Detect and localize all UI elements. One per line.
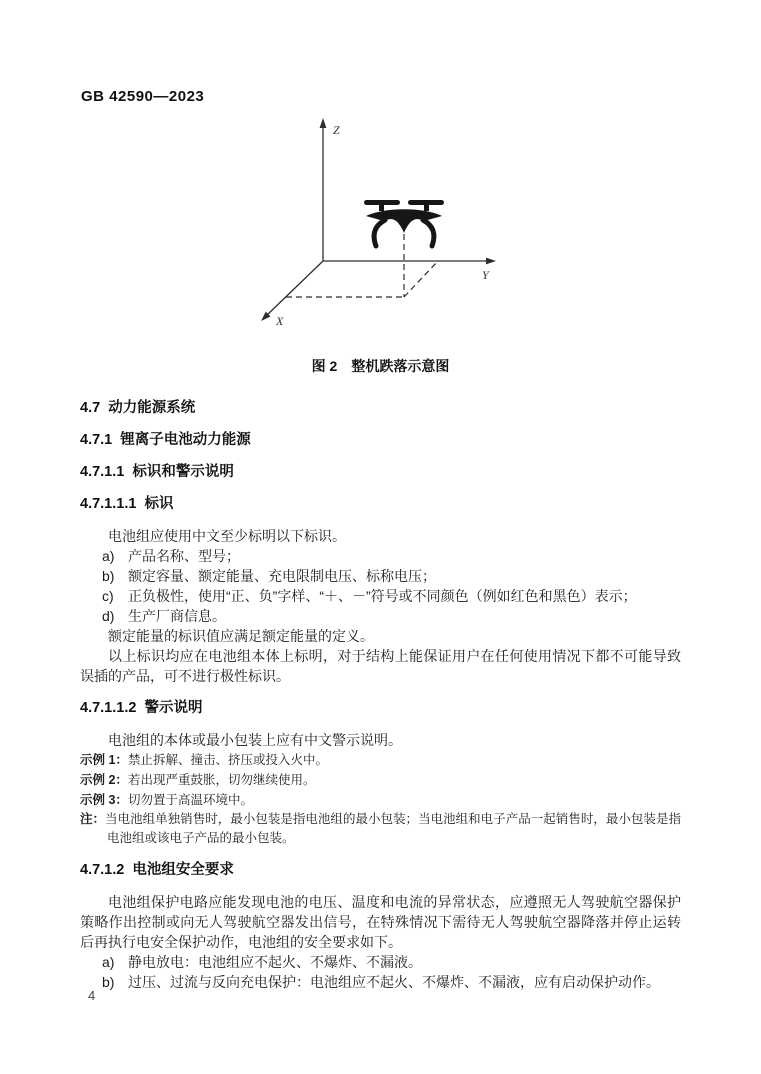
section-heading-4-7-1-1: 4.7.1.1 标识和警示说明: [80, 464, 234, 480]
document-body: [80, 394, 681, 992]
list-item-a2: [80, 952, 681, 972]
example-label: 示例 3：: [80, 793, 128, 807]
x-axis: [266, 261, 323, 316]
item-label: b): [102, 974, 115, 990]
y-axis-arrow: [486, 258, 496, 265]
example-3: [80, 790, 681, 810]
paragraph: 以上标识均应在电池组本体上标明，对于结构上能保证用户在任何使用情况下都不可能导致误插的产品，可不进行极性标识。: [80, 648, 681, 684]
item-text: 静电放电：电池组应不起火、不爆炸、不漏液。: [128, 954, 422, 970]
section-heading-4-7-1-1-2: 4.7.1.1.2 警示说明: [80, 700, 203, 716]
item-text: 过压、过流与反向充电保护：电池组应不起火、不爆炸、不漏液，应有启动保护动作。: [128, 974, 660, 990]
list-item-b2: [80, 972, 681, 992]
example-text: 若出现严重鼓胀，切勿继续使用。: [127, 773, 316, 787]
section-heading-4-7-1: 4.7.1 锂离子电池动力能源: [80, 432, 251, 448]
example-1: [80, 750, 681, 770]
standard-number: GB 42590—2023: [81, 88, 205, 105]
section-heading-4-7: 4.7 动力能源系统: [80, 400, 196, 416]
example-label: 示例 2：: [80, 773, 128, 787]
list-item-b: [80, 566, 681, 586]
paragraph: 额定能量的标识值应满足额定能量的定义。: [108, 628, 374, 644]
figure-2-drop-diagram: [253, 116, 543, 352]
list-item-d: [80, 606, 681, 626]
item-label: d): [102, 608, 115, 624]
x-axis-label: X: [276, 314, 284, 328]
item-label: a): [102, 954, 115, 970]
note-label: 注：: [80, 812, 106, 826]
example-label: 示例 1：: [80, 753, 128, 767]
example-2: [80, 770, 681, 790]
item-label: a): [102, 548, 115, 564]
note: [80, 810, 681, 848]
paragraph: 电池组保护电路应能发现电池的电压、温度和电流的异常状态，应遵照无人驾驶航空器保护策略作出控制或向无人驾驶航空器发出信号，在特殊情况下需待无人驾驶航空器降落并停止运转后再执行电安全保护动作，电池组的安全要求如下。: [80, 894, 681, 950]
y-axis-label: Y: [482, 268, 489, 282]
section-heading-4-7-1-2: 4.7.1.2 电池组安全要求: [80, 862, 234, 878]
paragraph: 电池组应使用中文至少标明以下标识。: [108, 528, 346, 544]
item-text: 生产厂商信息。: [128, 608, 226, 624]
list-item-a: [80, 546, 681, 566]
item-text: 正负极性，使用“正、负”字样、“＋、－”符号或不同颜色（例如红色和黑色）表示；: [128, 588, 637, 604]
item-text: 额定容量、额定能量、充电限制电压、标称电压；: [128, 568, 436, 584]
section-heading-4-7-1-1-1: 4.7.1.1.1 标识: [80, 496, 174, 512]
page-number: 4: [88, 988, 96, 1003]
item-text: 产品名称、型号；: [128, 548, 240, 564]
z-axis-arrow: [320, 118, 327, 128]
example-text: 切勿置于高温环境中。: [127, 793, 253, 807]
note-text: 当电池组单独销售时，最小包装是指电池组的最小包装；当电池组和电子产品一起销售时，最小包装是指电池组或该电子产品的最小包装。: [105, 812, 681, 845]
ground-projection-lines: [286, 261, 438, 297]
z-axis-label: Z: [333, 123, 340, 137]
item-label: b): [102, 568, 115, 584]
figure-caption: 图 2 整机跌落示意图: [311, 358, 450, 374]
paragraph: 电池组的本体或最小包装上应有中文警示说明。: [108, 732, 402, 748]
list-item-c: [80, 586, 681, 606]
item-label: c): [102, 588, 114, 604]
coordinate-axes-diagram: [253, 116, 543, 352]
example-text: 禁止拆解、撞击、挤压或投入火中。: [127, 753, 328, 767]
